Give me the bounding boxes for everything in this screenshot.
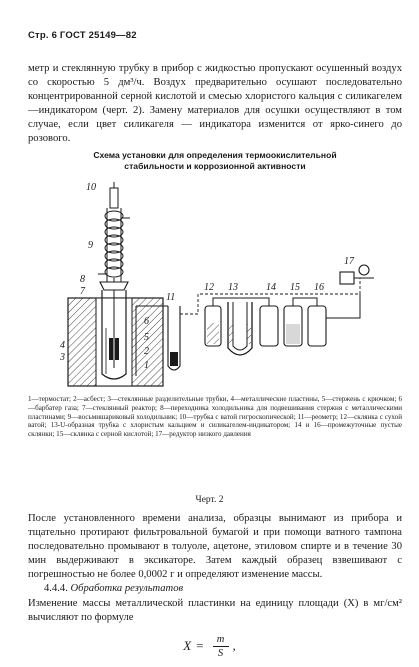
figure-title (28, 150, 402, 172)
label-11: 11 (166, 292, 176, 303)
formula-denominator: S (217, 647, 224, 659)
paragraph-sample-processing: После установленного времени анализа, образцы вынимают из прибора и тщательно протирают фильтровальной бумагой и при помощи ватного тампона последовательно промывают в толуоле, ацетоне, этиловом спирте и в течение 30 мин выдерживают в эксикаторе. Затем каждый образец взвешивают с погрешностью не более 0,0002 г и определяют изменение массы. (28, 513, 402, 581)
formula-comma: , (232, 638, 236, 653)
pressure-reducer (340, 265, 374, 284)
figure-title-line-2: стабильности и коррозионной активности (124, 161, 306, 171)
section-title: Обработка результатов (70, 583, 184, 594)
label-9: 9 (88, 240, 93, 251)
label-6: 6 (144, 316, 149, 327)
flask-dry-wool (205, 306, 221, 346)
label-10: 10 (86, 182, 96, 193)
formula-fraction (213, 634, 229, 659)
label-2: 2 (144, 346, 149, 357)
page-header: Стр. 6 ГОСТ 25149—82 (28, 30, 137, 41)
intermediate-flask-14 (260, 306, 278, 346)
label-1: 1 (144, 360, 149, 371)
label-15: 15 (290, 282, 300, 293)
formula-numerator: m (216, 633, 225, 645)
apparatus-schematic (40, 178, 390, 388)
flask-sulfuric-acid (284, 306, 302, 346)
figure-title-line-1: Схема установки для определения термоокислительной (93, 150, 337, 160)
intermediate-flask-16 (308, 306, 326, 346)
label-5: 5 (144, 332, 149, 343)
section-heading (28, 582, 402, 596)
figure-caption: Черт. 2 (195, 495, 224, 505)
formula-equals: = (196, 638, 204, 653)
section-number: 4.4.4. (44, 583, 68, 594)
label-8: 8 (80, 274, 85, 285)
cotton-wool-tube (110, 182, 118, 208)
paragraph-drying-air: метр и стеклянную трубку в прибор с жидкостью пропускают осушенный воздух со скоростью 5 дм³/ч. Воздух предварительно осушают последовательно концентрированной серной кислотой и смесью хлористого кальция с силикагелем—индикатором (черт. 2). Замену материалов для осушки осуществляют в том случае, если цвет силикагеля — индикатора изменится от ярко-синего до розового. (28, 63, 402, 145)
bulb-condenser (98, 208, 130, 282)
label-17: 17 (344, 256, 354, 267)
label-7: 7 (80, 286, 85, 297)
label-3: 3 (60, 352, 65, 363)
formula (0, 628, 419, 664)
label-4: 4 (60, 340, 65, 351)
u-tube-calcium-chloride (228, 302, 252, 355)
label-13: 13 (228, 282, 238, 293)
fraction-bar (213, 646, 229, 647)
label-14: 14 (266, 282, 276, 293)
figure-legend: 1—термостат; 2—асбест; 3—стеклянные разделительные трубки, 4—металлические пластины, 5—стержень с крючком; 6—барбатер газа; 7—стеклянный реактор; 8—переходника холодильника для подвешивания стержня с металлическими пластинами; 9—восьмишариковый холодильник; 10—трубка с ватой гигроскопической; 11—реометр; 12—склянка с сухой ватой; 13-U-образная трубка с хлористым кальцием и силикагелем-индикатором; 14 и 16—промежуточные пустые склянки; 15—склянка с серной кислотой; 17—редуктор низкого давления (28, 395, 402, 439)
label-12: 12 (204, 282, 214, 293)
label-16: 16 (314, 282, 324, 293)
paragraph-mass-change: Изменение массы металлической пластинки на единицу площади (X) в мг/см² вычисляют по формуле (28, 598, 402, 624)
condenser-adapter (100, 282, 128, 290)
formula-lhs: X (183, 638, 192, 653)
